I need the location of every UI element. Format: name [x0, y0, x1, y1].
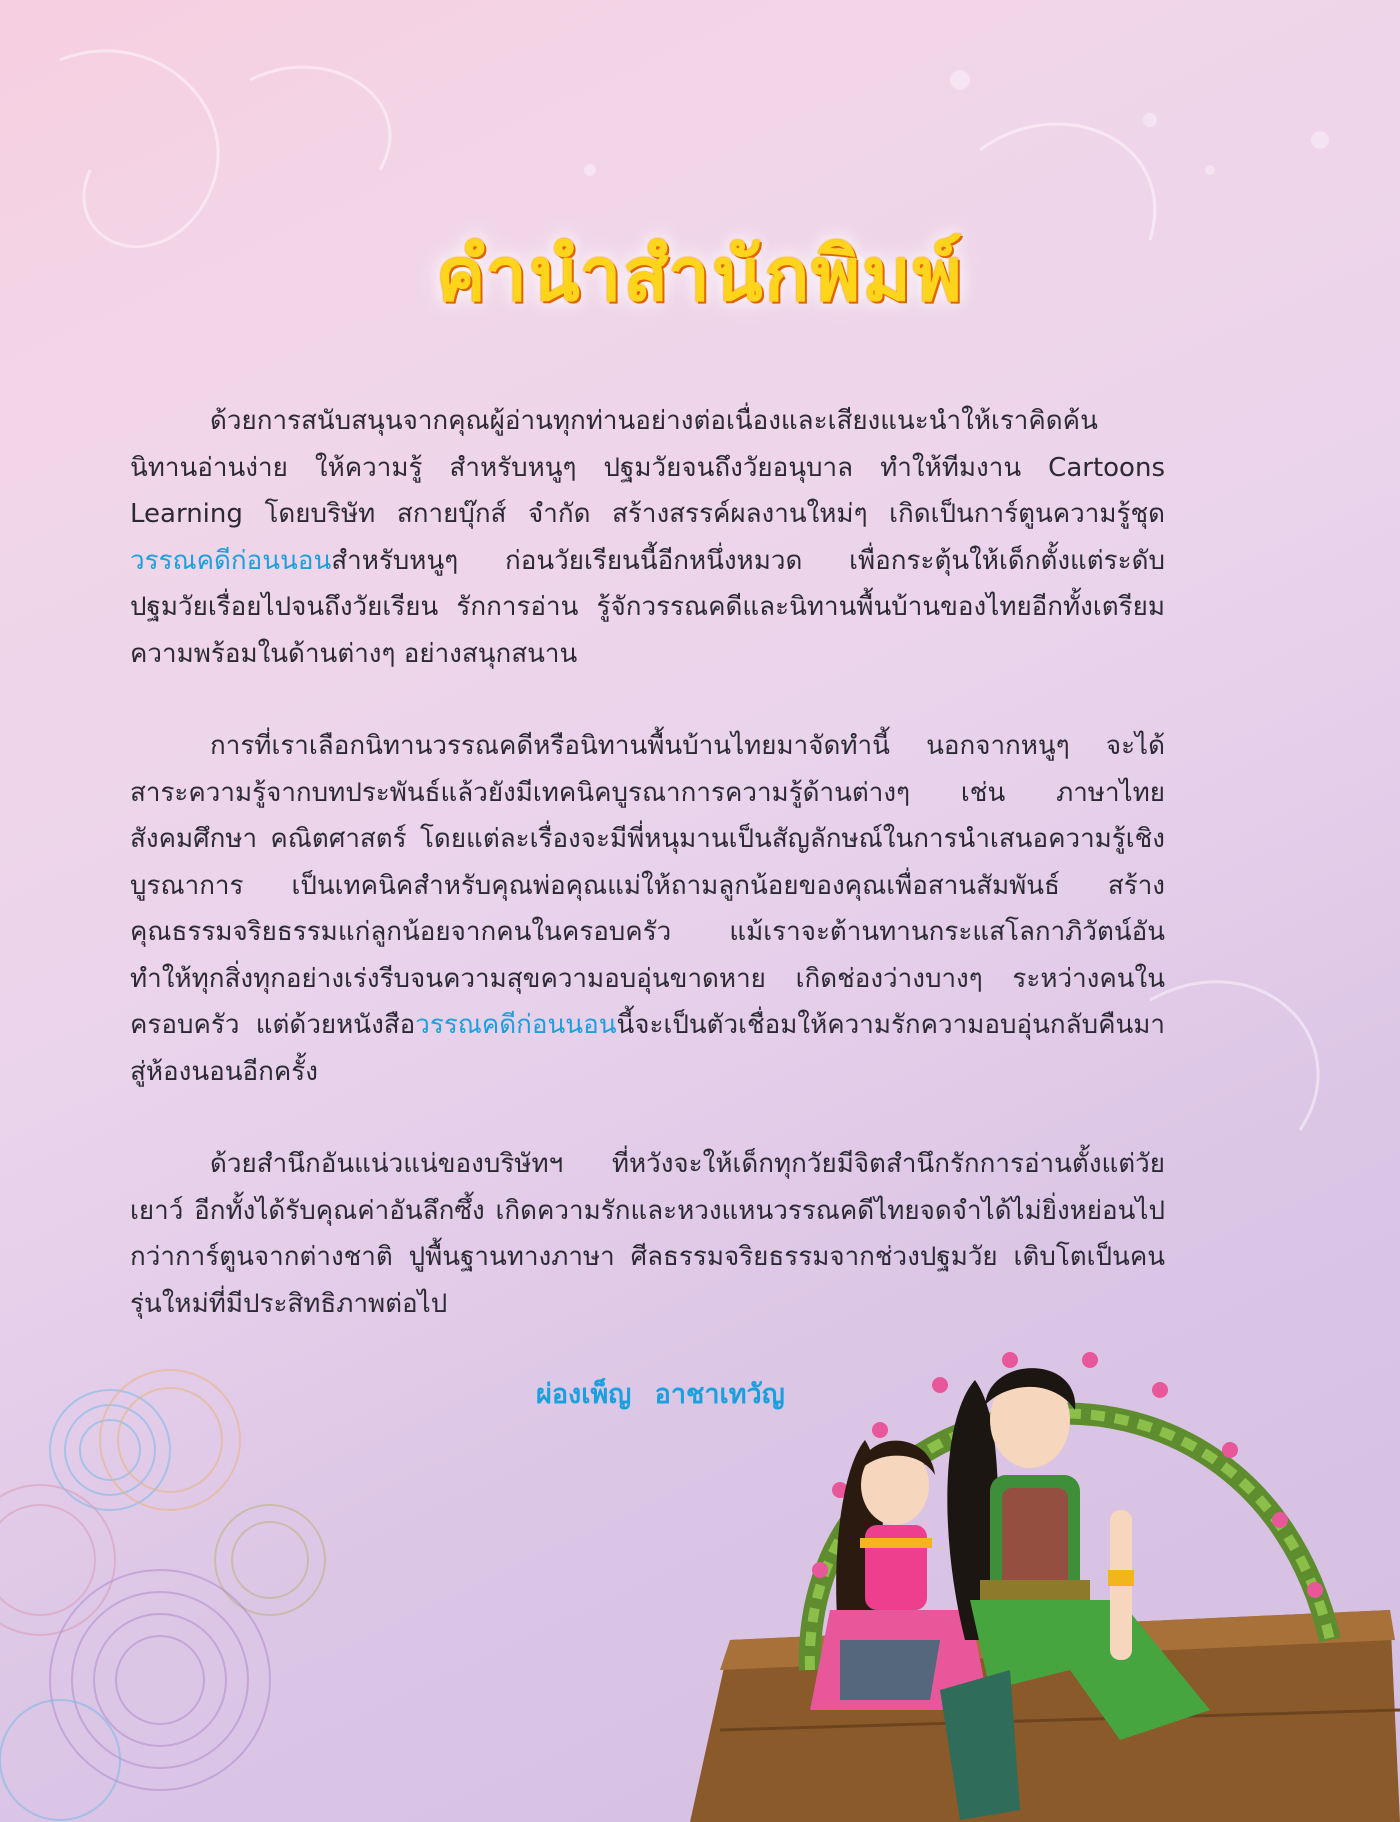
paragraph-text: ด้วยการสนับสนุนจากคุณผู้อ่านทุกท่านอย่างต่อเนื่องและเสียงแนะนำให้เราคิดค้นนิทานอ่านง่าย ให้ความรู้ สำหรับหนูๆ ปฐมวัยจนถึงวัยอนุบาล ทำให้ทีมงาน Cartoons Learning โดยบริษัท สกายบุ๊กส์ จำกัด สร้างสรรค์ผลงานใหม่ๆ เกิดเป็นการ์ตูนความรู้ชุด — [130, 406, 1165, 529]
page-title: คำนำสำนักพิมพ์ — [436, 232, 964, 318]
series-title-highlight: วรรณคดีก่อนนอน — [130, 545, 332, 576]
paragraph-text: สำหรับหนูๆ ก่อนวัยเรียนนี้อีกหนึ่งหมวด เพื่อกระตุ้นให้เด็กตั้งแต่ระดับปฐมวัยเรื่อยไปจนถึงวัยเรียน รักการอ่าน รู้จักวรรณคดีและนิทานพื้นบ้านของไทยอีกทั้งเตรียมความพร้อมในด้านต่างๆ อย่างสนุกสนาน — [130, 545, 1165, 669]
preface-paragraph — [130, 723, 1165, 1095]
preface-paragraph — [130, 398, 1165, 677]
paragraph-text: นี้จะเป็นตัวเชื่อมให้ความรักความอบอุ่นกลับคืนมาสู่ห้องนอนอีกครั้ง — [130, 1010, 1165, 1087]
series-title-highlight: วรรณคดีก่อนนอน — [415, 1010, 617, 1040]
preface-paragraph — [130, 1141, 1165, 1327]
author-signature: ผ่องเพ็ญ อาชาเทวัญ — [536, 1379, 785, 1410]
illustration-couple-under-arch — [690, 1310, 1400, 1822]
preface-body — [130, 398, 1165, 1373]
paragraph-text: การที่เราเลือกนิทานวรรณคดีหรือนิทานพื้นบ้านไทยมาจัดทำนี้ นอกจากหนูๆ จะได้สาระความรู้จากบทประพันธ์แล้วยังมีเทคนิคบูรณาการความรู้ด้านต่างๆ เช่น ภาษาไทย สังคมศึกษา คณิตศาสตร์ โดยแต่ละเรื่องจะมีพี่หนุมานเป็นสัญลักษณ์ในการนำเสนอความรู้เชิงบูรณาการ เป็นเทคนิคสำหรับคุณพ่อคุณแม่ให้ถามลูกน้อยของคุณเพื่อสานสัมพันธ์ สร้างคุณธรรมจริยธรรมแก่ลูกน้อยจากคนในครอบครัว แม้เราจะต้านทานกระแสโลกาภิวัตน์อันทำให้ทุกสิ่งทุกอย่างเร่งรีบจนความสุขความอบอุ่นขาดหาย เกิดช่องว่างบางๆ ระหว่างคนในครอบครัว แต่ด้วยหนังสือ — [130, 731, 1165, 1040]
paragraph-text: ด้วยสำนึกอันแน่วแน่ของบริษัทฯ ที่หวังจะให้เด็กทุกวัยมีจิตสำนึกรักการอ่านตั้งแต่วัยเยาว์ อีกทั้งได้รับคุณค่าอันลึกซึ้ง เกิดความรักและหวงแหนวรรณคดีไทยจดจำได้ไม่ยิ่งหย่อนไปกว่าการ์ตูนจากต่างชาติ ปูพื้นฐานทางภาษา ศีลธรรมจริยธรรมจากช่วงปฐมวัย เติบโตเป็นคนรุ่นใหม่ที่มีประสิทธิภาพต่อไป — [130, 1149, 1165, 1319]
